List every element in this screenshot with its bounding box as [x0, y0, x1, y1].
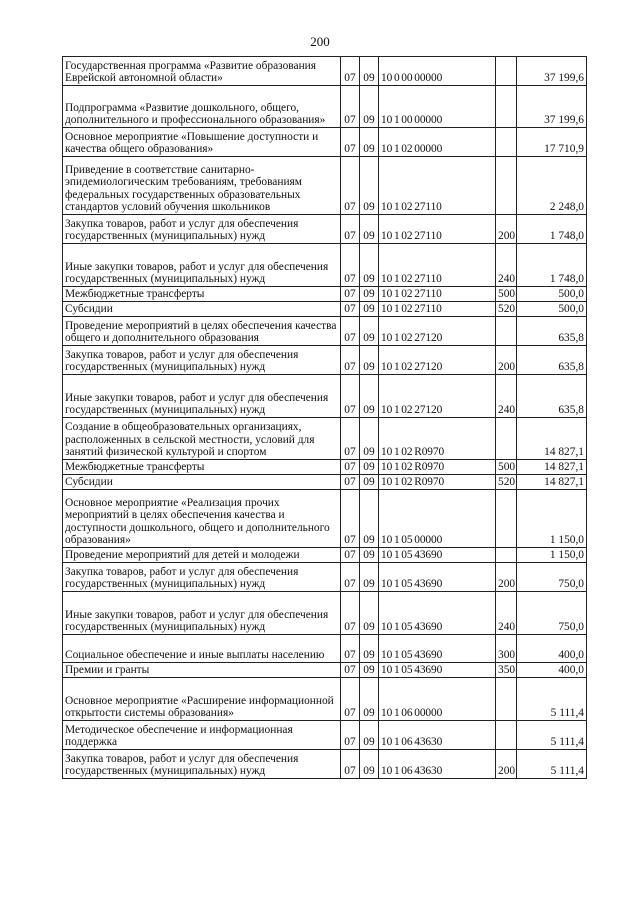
row-name: Основное мероприятие «Реализация прочих мероприятий в целях обеспечения качества и доступности дошкольного, общего и дополнительного образования»: [63, 490, 341, 548]
row-section: 07: [341, 635, 360, 663]
table-row: [63, 157, 587, 215]
row-name: Иные закупки товаров, работ и услуг для обеспечения государственных (муниципальных) нужд: [63, 244, 341, 287]
row-amount: 750,0: [517, 563, 587, 592]
row-subsection: 09: [360, 302, 379, 317]
row-section: 07: [341, 244, 360, 287]
row-name: Закупка товаров, работ и услуг для обеспечения государственных (муниципальных) нужд: [63, 346, 341, 375]
row-amount: 37 199,6: [517, 57, 587, 86]
row-amount: 1 150,0: [517, 490, 587, 548]
row-expense-type: [496, 157, 517, 215]
row-target-article: 10 1 02 27110: [379, 287, 496, 302]
row-section: 07: [341, 490, 360, 548]
table-row: [63, 375, 587, 418]
row-name: Методическое обеспечение и информационная поддержка: [63, 721, 341, 750]
row-expense-type: [496, 128, 517, 157]
table-row: [63, 86, 587, 128]
row-expense-type: 200: [496, 750, 517, 779]
table-row: [63, 490, 587, 548]
row-section: 07: [341, 592, 360, 635]
row-section: 07: [341, 548, 360, 563]
row-name: Основное мероприятие «Повышение доступности и качества общего образования»: [63, 128, 341, 157]
row-expense-type: 200: [496, 563, 517, 592]
row-target-article: 10 1 00 00000: [379, 86, 496, 128]
table-row: [63, 346, 587, 375]
row-target-article: 10 1 02 27120: [379, 375, 496, 418]
row-expense-type: [496, 490, 517, 548]
row-amount: 1 150,0: [517, 548, 587, 563]
row-amount: 1 748,0: [517, 215, 587, 244]
row-name: Подпрограмма «Развитие дошкольного, общего, дополнительного и профессионального образования»: [63, 86, 341, 128]
row-amount: 5 111,4: [517, 678, 587, 721]
row-section: 07: [341, 563, 360, 592]
table-row: [63, 128, 587, 157]
table-row: [63, 287, 587, 302]
row-name: Закупка товаров, работ и услуг для обеспечения государственных (муниципальных) нужд: [63, 215, 341, 244]
row-amount: 400,0: [517, 635, 587, 663]
table-row: [63, 215, 587, 244]
table-row: [63, 663, 587, 678]
row-section: 07: [341, 302, 360, 317]
row-section: 07: [341, 157, 360, 215]
row-section: 07: [341, 678, 360, 721]
row-expense-type: 500: [496, 287, 517, 302]
row-expense-type: 240: [496, 592, 517, 635]
row-section: 07: [341, 721, 360, 750]
row-subsection: 09: [360, 244, 379, 287]
row-subsection: 09: [360, 287, 379, 302]
row-expense-type: 240: [496, 375, 517, 418]
row-amount: 1 748,0: [517, 244, 587, 287]
row-subsection: 09: [360, 215, 379, 244]
row-amount: 5 111,4: [517, 750, 587, 779]
row-amount: 2 248,0: [517, 157, 587, 215]
row-amount: 635,8: [517, 317, 587, 346]
table-row: [63, 721, 587, 750]
row-expense-type: [496, 86, 517, 128]
row-target-article: 10 1 05 00000: [379, 490, 496, 548]
row-amount: 635,8: [517, 375, 587, 418]
row-name: Создание в общеобразовательных организациях, расположенных в сельской местности, условий для занятий физической культурой и спортом: [63, 418, 341, 460]
row-subsection: 09: [360, 317, 379, 346]
row-name: Закупка товаров, работ и услуг для обеспечения государственных (муниципальных) нужд: [63, 563, 341, 592]
row-subsection: 09: [360, 475, 379, 490]
row-subsection: 09: [360, 375, 379, 418]
row-expense-type: 350: [496, 663, 517, 678]
row-section: 07: [341, 86, 360, 128]
row-expense-type: 520: [496, 475, 517, 490]
row-target-article: 10 1 05 43690: [379, 548, 496, 563]
row-subsection: 09: [360, 678, 379, 721]
row-section: 07: [341, 128, 360, 157]
budget-table: [62, 56, 587, 779]
row-name: Социальное обеспечение и иные выплаты населению: [63, 635, 341, 663]
row-name: Проведение мероприятий в целях обеспечения качества общего и дополнительного образования: [63, 317, 341, 346]
table-row: [63, 460, 587, 475]
row-subsection: 09: [360, 346, 379, 375]
row-section: 07: [341, 663, 360, 678]
row-expense-type: [496, 678, 517, 721]
row-name: Приведение в соответствие санитарно-эпидемиологическим требованиям, требованиям федеральных государственных образовательных стандартов условий обучения школьников: [63, 157, 341, 215]
row-expense-type: 200: [496, 346, 517, 375]
row-subsection: 09: [360, 490, 379, 548]
row-target-article: 10 1 05 43690: [379, 635, 496, 663]
row-subsection: 09: [360, 592, 379, 635]
row-subsection: 09: [360, 563, 379, 592]
table-row: [63, 548, 587, 563]
table-row: [63, 635, 587, 663]
table-row: [63, 317, 587, 346]
row-subsection: 09: [360, 157, 379, 215]
table-row: [63, 475, 587, 490]
row-target-article: 10 1 02 00000: [379, 128, 496, 157]
row-name: Премии и гранты: [63, 663, 341, 678]
row-target-article: 10 1 02 27110: [379, 244, 496, 287]
row-expense-type: [496, 57, 517, 86]
row-expense-type: [496, 317, 517, 346]
row-target-article: 10 1 05 43690: [379, 592, 496, 635]
row-subsection: 09: [360, 460, 379, 475]
row-target-article: 10 1 02 R0970: [379, 475, 496, 490]
row-amount: 37 199,6: [517, 86, 587, 128]
row-amount: 14 827,1: [517, 475, 587, 490]
row-section: 07: [341, 418, 360, 460]
row-subsection: 09: [360, 128, 379, 157]
row-subsection: 09: [360, 750, 379, 779]
row-amount: 14 827,1: [517, 460, 587, 475]
row-section: 07: [341, 57, 360, 86]
row-section: 07: [341, 317, 360, 346]
row-subsection: 09: [360, 548, 379, 563]
row-name: Межбюджетные трансферты: [63, 460, 341, 475]
row-name: Проведение мероприятий для детей и молодежи: [63, 548, 341, 563]
row-section: 07: [341, 460, 360, 475]
row-target-article: 10 1 05 43690: [379, 563, 496, 592]
row-target-article: 10 1 02 R0970: [379, 418, 496, 460]
row-target-article: 10 1 02 27110: [379, 157, 496, 215]
row-expense-type: [496, 418, 517, 460]
row-expense-type: 200: [496, 215, 517, 244]
row-subsection: 09: [360, 418, 379, 460]
row-target-article: 10 1 02 27110: [379, 215, 496, 244]
row-target-article: 10 0 00 00000: [379, 57, 496, 86]
row-name: Закупка товаров, работ и услуг для обеспечения государственных (муниципальных) нужд: [63, 750, 341, 779]
table-row: [63, 244, 587, 287]
row-target-article: 10 1 06 00000: [379, 678, 496, 721]
row-expense-type: 240: [496, 244, 517, 287]
row-expense-type: 520: [496, 302, 517, 317]
row-expense-type: 500: [496, 460, 517, 475]
table-row: [63, 57, 587, 86]
row-subsection: 09: [360, 635, 379, 663]
row-target-article: 10 1 02 R0970: [379, 460, 496, 475]
row-amount: 17 710,9: [517, 128, 587, 157]
table-row: [63, 418, 587, 460]
row-target-article: 10 1 06 43630: [379, 721, 496, 750]
row-target-article: 10 1 05 43690: [379, 663, 496, 678]
table-row: [63, 750, 587, 779]
row-amount: 500,0: [517, 302, 587, 317]
row-section: 07: [341, 750, 360, 779]
table-row: [63, 563, 587, 592]
row-expense-type: 300: [496, 635, 517, 663]
row-subsection: 09: [360, 663, 379, 678]
table-row: [63, 678, 587, 721]
row-expense-type: [496, 721, 517, 750]
table-row: [63, 592, 587, 635]
row-subsection: 09: [360, 86, 379, 128]
row-amount: 750,0: [517, 592, 587, 635]
row-name: Субсидии: [63, 475, 341, 490]
row-section: 07: [341, 287, 360, 302]
row-name: Иные закупки товаров, работ и услуг для обеспечения государственных (муниципальных) нужд: [63, 592, 341, 635]
row-name: Иные закупки товаров, работ и услуг для обеспечения государственных (муниципальных) нужд: [63, 375, 341, 418]
row-name: Субсидии: [63, 302, 341, 317]
row-amount: 5 111,4: [517, 721, 587, 750]
row-subsection: 09: [360, 57, 379, 86]
row-section: 07: [341, 475, 360, 490]
row-amount: 400,0: [517, 663, 587, 678]
row-target-article: 10 1 02 27110: [379, 302, 496, 317]
table-row: [63, 302, 587, 317]
row-subsection: 09: [360, 721, 379, 750]
row-amount: 500,0: [517, 287, 587, 302]
row-name: Межбюджетные трансферты: [63, 287, 341, 302]
row-section: 07: [341, 346, 360, 375]
row-target-article: 10 1 02 27120: [379, 317, 496, 346]
page-number: 200: [310, 34, 330, 49]
row-name: Основное мероприятие «Расширение информационной открытости системы образования»: [63, 678, 341, 721]
row-name: Государственная программа «Развитие образования Еврейской автономной области»: [63, 57, 341, 86]
row-expense-type: [496, 548, 517, 563]
row-amount: 635,8: [517, 346, 587, 375]
row-section: 07: [341, 215, 360, 244]
row-target-article: 10 1 02 27120: [379, 346, 496, 375]
row-amount: 14 827,1: [517, 418, 587, 460]
row-section: 07: [341, 375, 360, 418]
row-target-article: 10 1 06 43630: [379, 750, 496, 779]
